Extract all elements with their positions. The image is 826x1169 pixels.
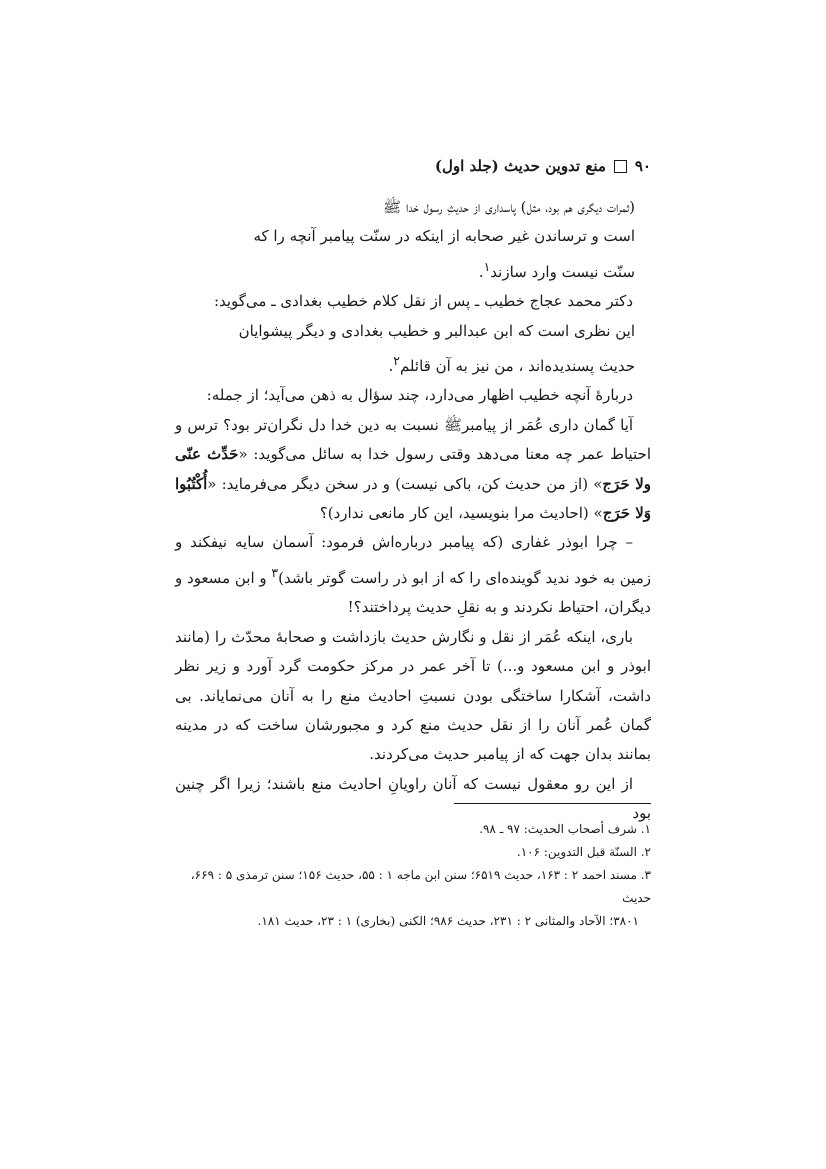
hadith-quote: حَدِّث عنّی ولا حَرَج [175,445,651,493]
footnote: ۳. مسند احمد ۲ : ۱۶۳، حدیث ۶۵۱۹؛ سنن ابن ماجه ۱ : ۵۵، حدیث ۱۵۶؛ سنن ترمذی ۵ : ۶۶۹، حدیث [190,868,651,905]
main-text [175,193,651,829]
paragraph-text: » (احادیث مرا بنویسید، این کار مانعی ندارد)؟ [319,504,603,523]
paragraph-text: و ابن مسعود و دیگران، احتیاط نکردند و به نقلِ حدیث پرداختند؟! [175,568,651,617]
quote-text: سنّت نیست وارد سازند [490,262,635,281]
paragraph-text: » (از من حدیث کن، باکی نیست) و در سخن دیگر می‌فرماید: « [207,474,603,493]
paragraph [175,528,651,622]
square-bullet-icon [614,160,627,173]
quote-line: حدیث پسندیده‌اند ، من نیز به آن قائلم$^۲$. [388,353,635,376]
page-header [171,153,651,179]
footnote-ref: ۳ [271,564,279,580]
paragraph: باری، اینکه عُمَر از نقل و نگارش حدیث بازداشت و صحابهٔ محدّث را (مانند ابوذر و ابن مسعود و...) تا آخر عمر در مرکز حکومت گرد آورد و زیر نظر داشت، آشکارا ساختگی بودن نسبتِ احادیث منع را به آنان می‌نمایاند. بی گمان عُمر آنان را از نقل حدیث منع کرد و مجبورشان ساخت که در مدینه بمانند بدان جهت که از پیامبر حدیث می‌کردند. [175,627,651,764]
footnotes [175,818,651,933]
quote-line: سنّت نیست وارد سازند$^۱$. [478,258,635,281]
page-number: ۹۰ [634,157,651,175]
paragraph-text: آیا گمان داری عُمَر از پیامبرﷺ نسبت به دین خدا دل نگران‌تر بود؟ ترس و احتیاط عمر چه معنا می‌دهد وقتی رسول خدا به سائل می‌گوید: « [175,415,652,464]
paragraph: دربارهٔ آنچه خطیب اظهار می‌دارد، چند سؤال به ذهن می‌آید؛ از جمله: [206,386,633,405]
paragraph: دکتر محمد عجاج خطیب ـ پس از نقل کلام خطیب بغدادی ـ می‌گوید: [213,292,633,311]
hadith-quote: أُكْتُبُوا وَلا حَرَج [175,474,651,523]
quote-text: حدیث پسندیده‌اند ، من نیز به آن قائلم [399,357,635,376]
footnote-separator [454,803,651,804]
footnote: ۲. السنّة قبل التدوین: ۱۰۶. [516,845,651,859]
paragraph: از این رو معقول نیست که آنان راویانِ احادیث منع باشند؛ زیرا اگر چنین بود [175,774,651,823]
quote-line: این نظری است که ابن عبدالبر و خطیب بغدادی و دیگر پیشوایان [238,321,635,340]
footnote: ۳۸۰۱؛ الآحاد والمثانی ۲ : ۲۳۱، حدیث ۹۸۶؛ الکنی (بخاری) ۱ : ۲۳، حدیث ۱۸۱. [257,914,639,928]
quote-line: (ثمرات دیگری هم بود، مثل) پاسداری از حدیثِ رسول خدا ﷺ [382,198,635,216]
paragraph-text: – چرا ابوذر غفاری (که پیامبر درباره‌اش فرمود: آسمان سایه نیفکند و زمین به خود ندید گوینده‌ای را که از ابو ذر راست گوتر باشد) [175,533,651,587]
footnote-ref: ۱ [483,258,491,274]
footnote: ۱. شرف أصحاب الحدیث: ۹۷ ـ ۹۸. [479,822,651,836]
footnote-ref: ۲ [393,353,400,369]
running-title: منع تدوین حدیث (جلد اول) [434,157,606,175]
quote-line: است و ترساندن غیر صحابه از اینکه در سنّت پیامبر آنچه را که [253,227,635,246]
paragraph [175,411,651,529]
